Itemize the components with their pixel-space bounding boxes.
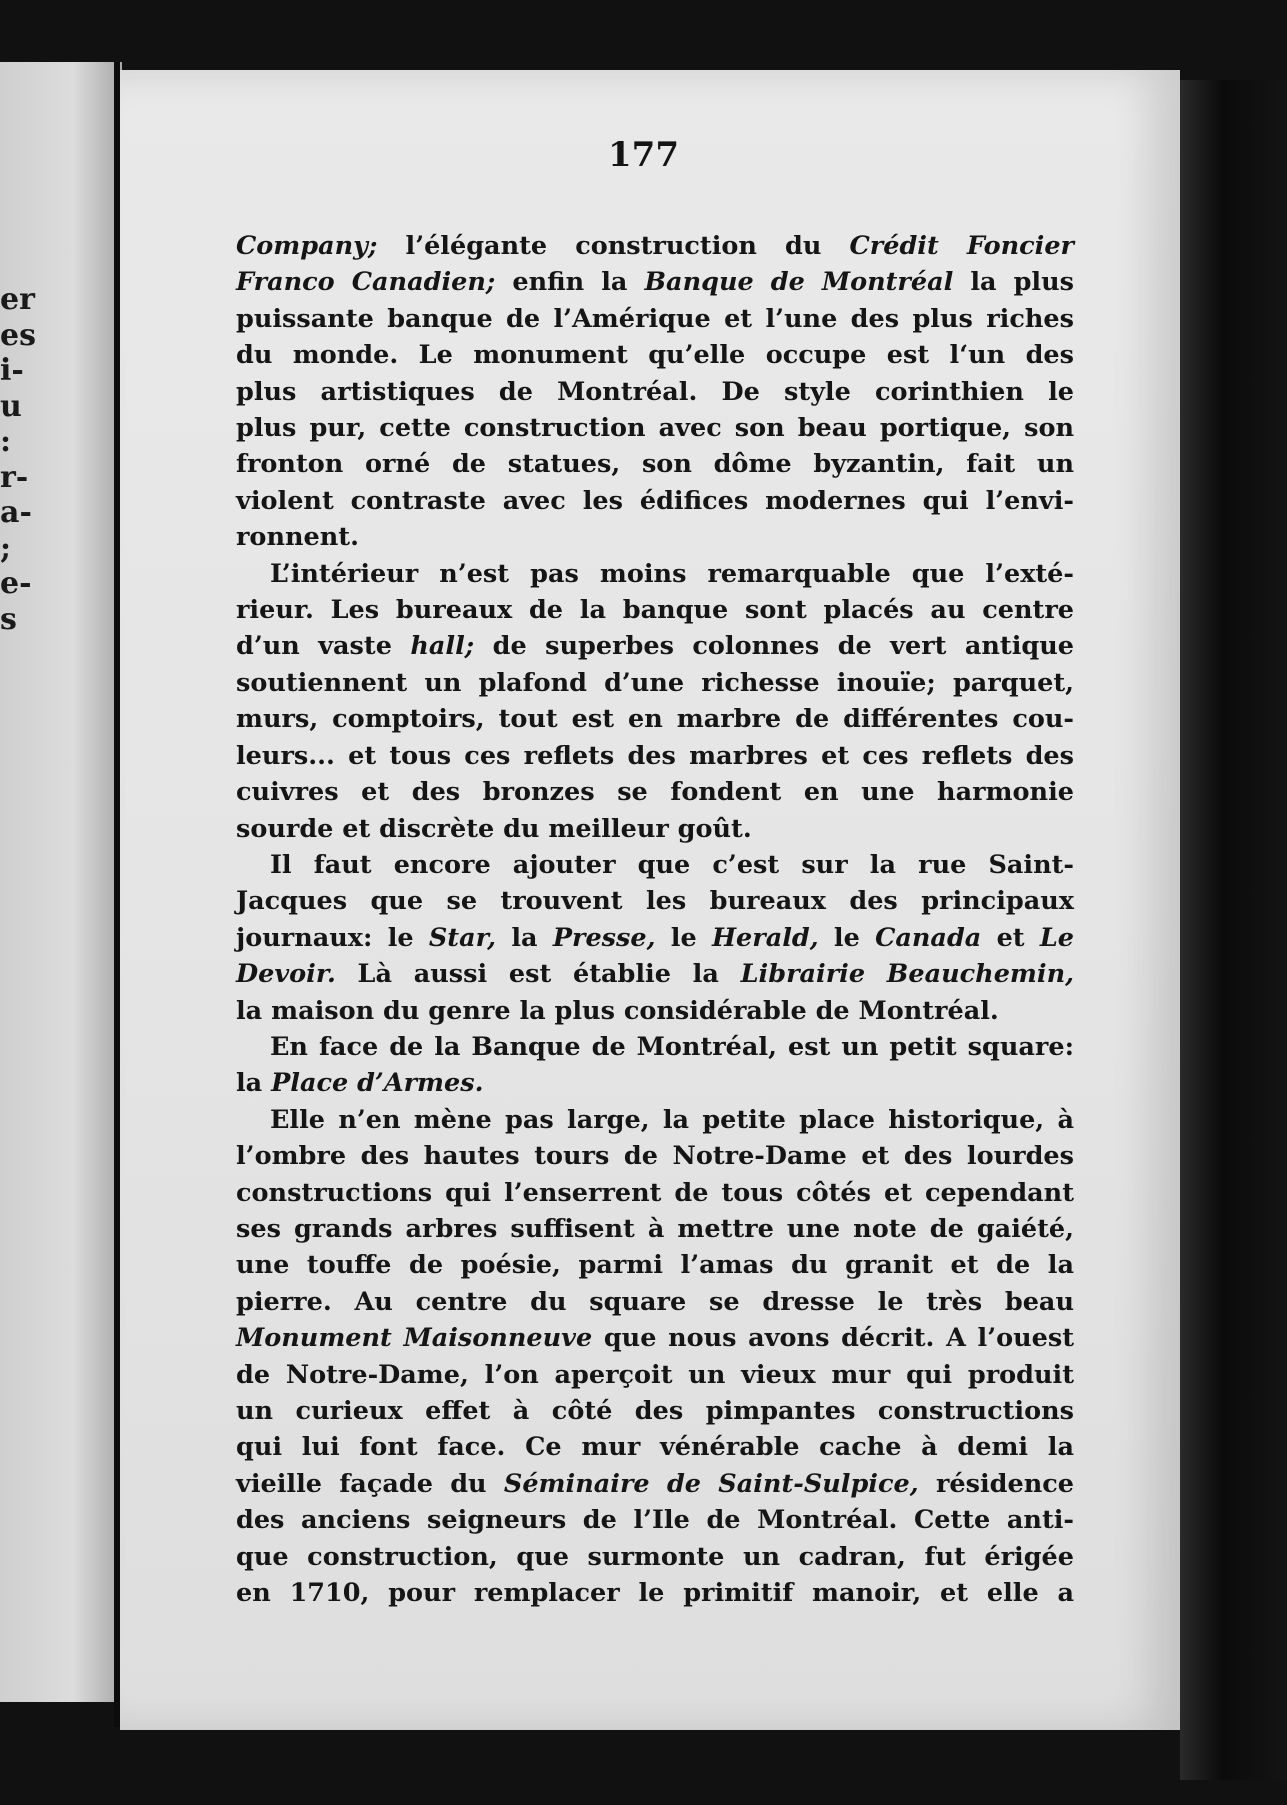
text-segment: la [496,922,553,953]
text-line [236,374,1074,410]
left-fragment: u [0,388,22,424]
text-line [236,1320,1074,1356]
text-segment: En face de la Banque de Montréal, est un petit square: [270,1031,1074,1062]
text-line [236,847,1074,883]
text-line [236,1393,1074,1429]
text-segment: sourde et discrète du meilleur goût. [236,813,752,844]
text-segment: puissante banque de l’Amérique et l’une des plus riches [236,303,1074,334]
text-line [236,665,1074,701]
left-page-text-fragments [0,282,40,637]
text-segment: le [655,922,712,953]
text-line [236,811,1074,847]
text-segment: hall; [410,631,475,662]
text-line [236,519,1074,555]
text-segment: soutiennent un plafond d’une richesse inouïe; parquet, [236,667,1074,698]
text-segment: et [981,922,1040,953]
left-fragment: e- [0,566,32,601]
text-line [236,1284,1074,1320]
text-segment: pierre. Au centre du square se dresse le très beau [236,1286,1074,1317]
text-line [236,483,1074,519]
text-segment: L’intérieur n’est pas moins remarquable que l’exté- [270,558,1074,589]
text-line [236,1138,1074,1174]
text-segment: Franco Canadien; [236,267,496,298]
left-fragment: ; [0,530,12,566]
text-segment: un curieux effet à côté des pimpantes constructions [236,1396,1074,1426]
text-segment: en 1710, pour remplacer le primitif manoir, et elle a [236,1578,1074,1609]
text-segment: violent contraste avec les édifices modernes qui l’envi- [236,485,1074,516]
text-line [236,920,1074,956]
text-segment: vieille façade du [236,1468,504,1499]
text-line [236,301,1074,337]
text-line [236,1029,1074,1065]
text-segment: Company; [236,231,378,261]
left-fragment: s [0,601,17,637]
text-segment: Devoir. [236,959,336,990]
text-line [236,556,1074,592]
text-segment: de superbes colonnes de vert antique [474,631,1074,662]
text-segment: Star, [428,922,497,953]
right-dark-border [1180,80,1287,1780]
text-segment: Herald, [711,922,819,953]
text-segment: ronnent. [236,522,359,553]
text-segment: l’ombre des hautes tours de Notre-Dame et des lourdes [236,1141,1074,1172]
text-segment: leurs... et tous ces reflets des marbres et ces reflets des [236,740,1074,771]
text-segment: du monde. Le monument qu’elle occupe est l‘un des [236,340,1074,371]
text-segment: le [818,922,876,953]
text-segment: Le [1039,922,1074,953]
text-segment: Place d’Armes. [271,1068,484,1099]
text-segment: Jacques que se trouvent les bureaux des principaux [236,886,1074,917]
text-segment: des anciens seigneurs de l’Ile de Montréal. Cette anti- [236,1505,1074,1536]
text-segment: Librairie Beauchemin, [740,959,1075,990]
text-line [236,1175,1074,1211]
text-segment: enfin la [495,267,645,298]
text-segment: qui lui font face. Ce mur vénérable cache à demi la [236,1432,1074,1463]
text-line [236,1102,1074,1138]
text-segment: Séminaire de Saint-Sulpice, [503,1468,919,1499]
text-segment: résidence [918,1468,1074,1499]
text-segment: la maison du genre la plus considérable de Montréal. [236,995,999,1026]
text-line [236,446,1074,482]
text-segment: fronton orné de statues, son dôme byzantin, fait un [236,449,1074,480]
text-line [236,592,1074,628]
text-line [236,337,1074,373]
left-fragment: : [0,424,12,459]
page-body-text [236,228,1074,1611]
text-line [236,1539,1074,1575]
text-line [236,1466,1074,1502]
text-line [236,1357,1074,1393]
left-fragment: a- [0,495,32,530]
text-line [236,956,1074,992]
text-line [236,1065,1074,1101]
text-segment: une touffe de poésie, parmi l’amas du granit et de la [236,1250,1074,1281]
text-line [236,883,1074,919]
text-segment: rieur. Les bureaux de la banque sont placés au centre [236,595,1074,626]
text-segment: murs, comptoirs, tout est en marbre de différentes cou- [236,704,1074,735]
text-segment: ses grands arbres suffisent à mettre une note de gaiété, [236,1213,1074,1244]
left-fragment: r- [0,459,29,495]
text-segment: l’élégante construction du [377,231,850,261]
text-segment: constructions qui l’enserrent de tous côtés et cependant [236,1177,1074,1208]
text-segment: Monument Maisonneuve [236,1323,593,1354]
text-segment: la plus [953,267,1074,298]
text-line [236,228,1074,264]
text-line [236,993,1074,1029]
text-line [236,1429,1074,1465]
text-segment: plus artistiques de Montréal. De style corinthien le [236,376,1074,407]
text-segment: Là aussi est établie la [335,959,741,990]
text-segment: cuivres et des bronzes se fondent en une harmonie [236,777,1074,808]
text-segment: que construction, que surmonte un cadran, fut érigée [236,1541,1074,1572]
page-number: 177 [608,135,679,175]
text-segment: de Notre-Dame, l’on aperçoit un vieux mur qui produit [236,1359,1074,1390]
text-line [236,410,1074,446]
text-segment: Canada [875,922,982,953]
text-segment: Banque de Montréal [644,267,954,298]
text-line [236,628,1074,664]
text-segment: Crédit Foncier [849,231,1074,261]
text-segment: Presse, [552,922,656,953]
text-line [236,738,1074,774]
text-segment: journaux: le [236,922,429,953]
text-segment: plus pur, cette construction avec son beau portique, son [236,413,1074,444]
left-fragment: es [0,317,36,353]
left-fragment: er [0,282,35,317]
text-segment: Il faut encore ajouter que c’est sur la rue Saint- [270,849,1074,880]
text-segment: Elle n’en mène pas large, la petite place historique, à [270,1104,1074,1135]
text-line [236,774,1074,810]
text-line [236,1502,1074,1538]
text-line [236,1247,1074,1283]
text-line [236,1211,1074,1247]
text-segment: que nous avons décrit. A l’ouest [592,1323,1074,1354]
left-fragment: i- [0,353,24,388]
text-line [236,701,1074,737]
text-line [236,1575,1074,1611]
text-segment: d’un vaste [236,631,411,662]
left-page-edge [0,62,122,1702]
text-segment: la [236,1068,272,1099]
text-line [236,264,1074,300]
